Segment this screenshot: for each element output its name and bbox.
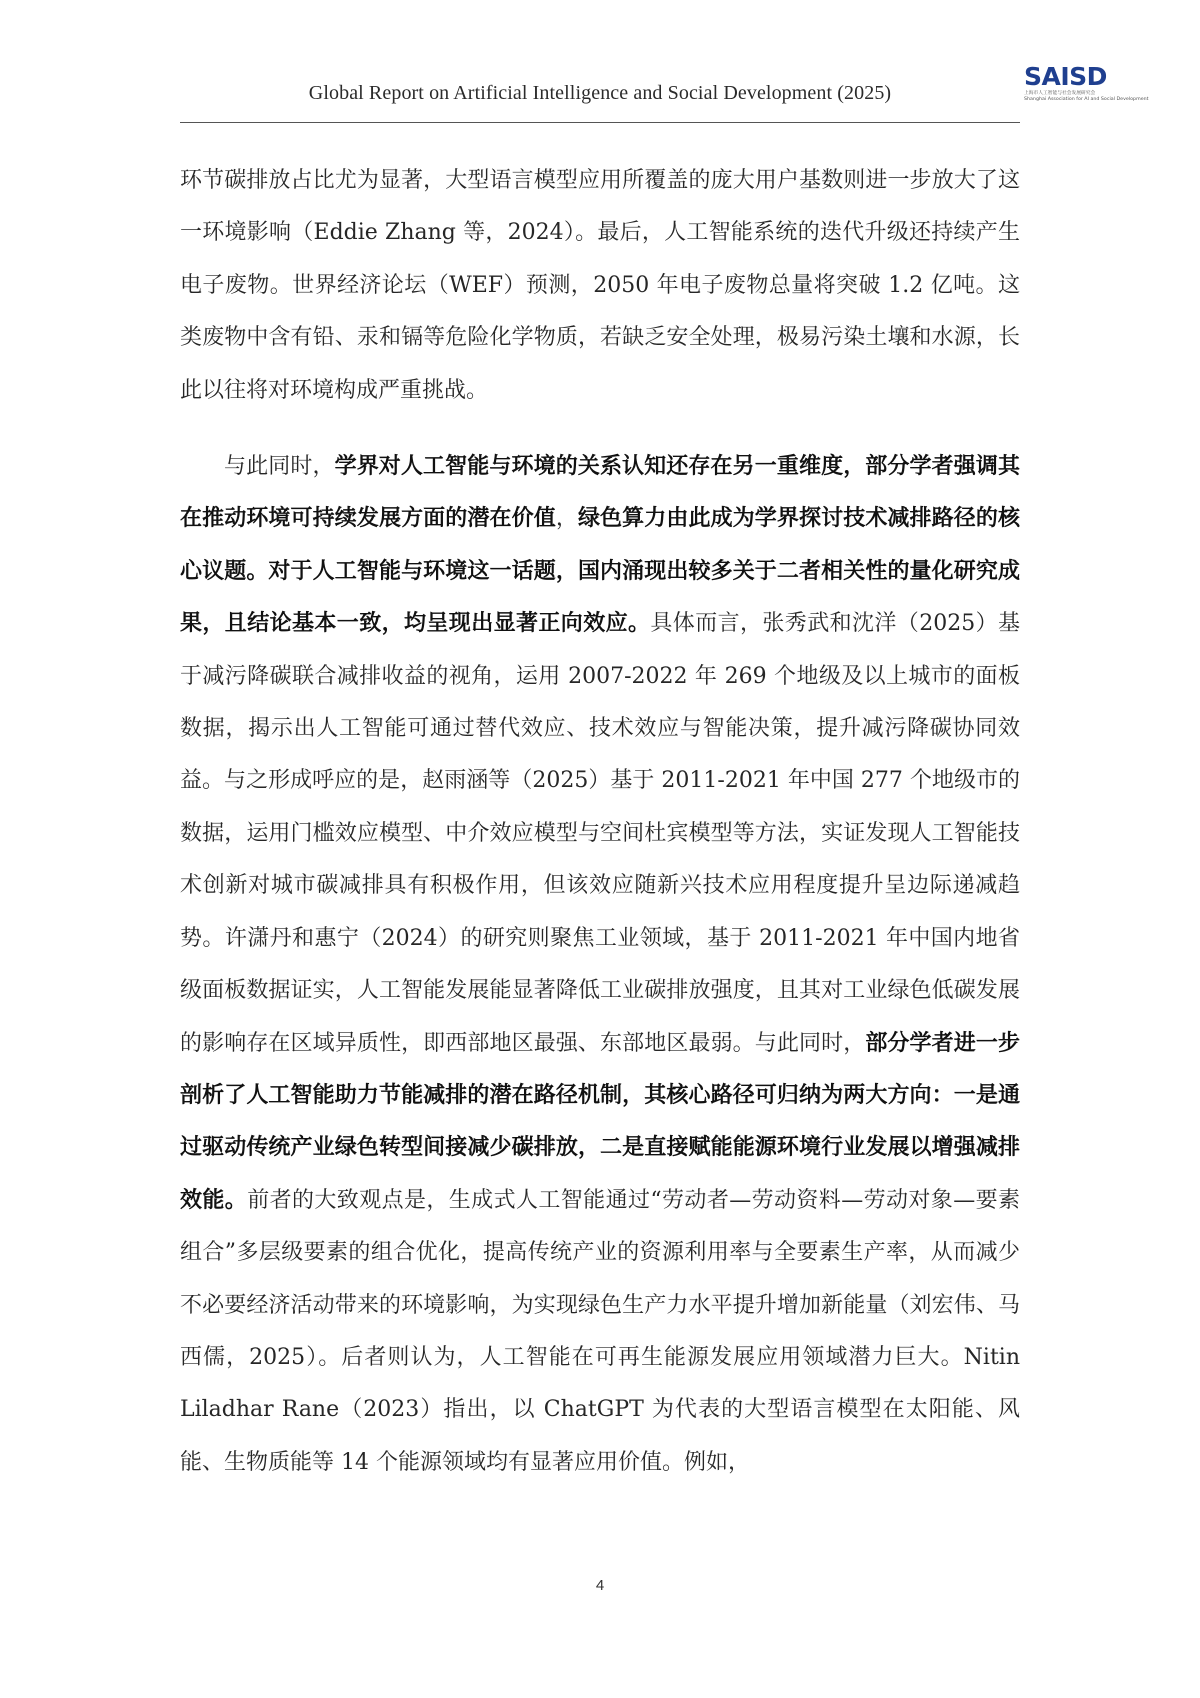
paragraph-1-text: 环节碳排放占比尤为显著，大型语言模型应用所覆盖的庞大用户基数则进一步放大了这一环境影响（Eddie Zhang 等，2024）。最后，人工智能系统的迭代升级还持续产生电子废物。世界经济论坛（WEF）预测，2050 年电子废物总量将突破 1.2 亿吨。这类废物中含有铅、汞和镉等危险化学物质，若缺乏安全处理，极易污染土壤和水源，长此以往将对环境构成严重挑战。 [180,168,1020,403]
logo-subtitle-en: Shanghai Association for AI and Social Development [1024,96,1149,102]
saisd-logo [1024,62,1149,105]
paragraph-2-bold-3: 部分学者进一步剖析了人工智能助力节能减排的潜在路径机制，其核心路径可归纳为两大方向：一是通过驱动传统产业绿色转型间接减少碳排放，二是直接赋能能源环境行业发展以增强减排效能。 [180,1030,1020,1213]
running-header-title: Global Report on Artificial Intelligence and Social Development (2025) [308,82,892,104]
paragraph-2-bold-1: 学界对人工智能与环境的关系认知还存在另一重维度，部分学者强调其在推动环境可持续发展方面的潜在价值 [180,454,1020,532]
logo-wordmark: SAISD [1024,62,1107,91]
paragraph-2 [180,441,1020,1489]
paragraph-2-segment-3: ， [555,506,578,532]
header-divider [180,122,1020,123]
body-text [180,155,1020,1489]
paragraph-2-bold-2: 绿色算力由此成为学界探讨技术减排路径的核心议题。对于人工智能与环境这一话题，国内涌现出较多关于二者相关性的量化研究成果，且结论基本一致，均呈现出显著正向效应。 [180,506,1020,637]
page-number: 4 [595,1577,605,1594]
paragraph-2-segment-5: 具体而言，张秀武和沈洋（2025）基于减污降碳联合减排收益的视角，运用 2007-2022 年 269 个地级及以上城市的面板数据，揭示出人工智能可通过替代效应、技术效应与智能决策，提升减污降碳协同效益。与之形成呼应的是，赵雨涵等（2025）基于 2011-2021 年中国 277 个地级市的数据，运用门槛效应模型、中介效应模型与空间杜宾模型等方法，实证发现人工智能技术创新对城市碳减排具有积极作用，但该效应随新兴技术应用程度提升呈边际递减趋势。许潇丹和惠宁（2024）的研究则聚焦工业领域，基于 2011-2021 年中国内地省级面板数据证实，人工智能发展能显著降低工业碳排放强度，且其对工业绿色低碳发展的影响存在区域异质性，即西部地区最强、东部地区最弱。与此同时， [180,611,1020,1056]
paragraph-2-segment-1: 与此同时， [224,454,335,480]
paragraph-1 [180,155,1020,417]
paragraph-2-segment-7: 前者的大致观点是，生成式人工智能通过“劳动者—劳动资料—劳动对象—要素组合”多层级要素的组合优化，提高传统产业的资源利用率与全要素生产率，从而减少不必要经济活动带来的环境影响，为实现绿色生产力水平提升增加新能量（刘宏伟、马西儒，2025）。后者则认为，人工智能在可再生能源发展应用领域潜力巨大。Nitin Liladhar Rane（2023）指出，以 ChatGPT 为代表的大型语言模型在太阳能、风能、生物质能等 14 个能源领域均有显著应用价值。例如， [180,1187,1020,1475]
logo-subtitle-cn: 上海市人工智能与社会发展研究会 [1024,90,1096,96]
